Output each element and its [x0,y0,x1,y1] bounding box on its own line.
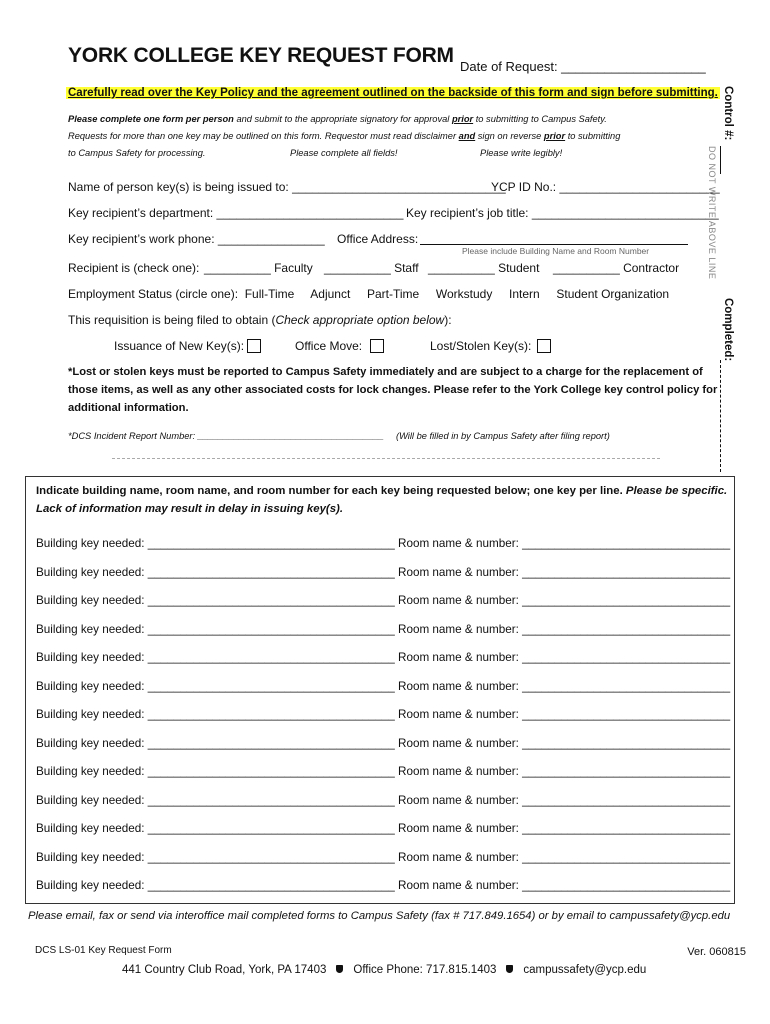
department-field[interactable]: Key recipient’s department: ____________________________ [68,206,404,220]
instruction-line-1 [68,114,607,124]
lost-stolen-label: Lost/Stolen Key(s): [430,339,532,353]
key-row-1[interactable]: Building key needed: ______________________________________ Room name & number: ________________________________ [36,537,731,550]
employment-status-field[interactable]: Employment Status (circle one): Full-Time Adjunct Part-Time Workstudy Intern Student Organization [68,287,670,301]
control-number-label: Control #: [722,86,734,141]
shield-icon [506,965,513,973]
requisition-text: This requisition is being filed to obtain ( [68,313,276,327]
lost-notice-line-3: additional information. [68,402,189,414]
requisition-prompt [68,313,452,327]
contact-line [122,964,646,976]
recipient-contractor-option[interactable]: __________ Contractor [553,261,680,275]
instruction-line-2 [68,131,620,141]
instruction-line-3b: Please complete all fields! [290,148,398,158]
recipient-student-option[interactable]: __________ Student [428,261,540,275]
instruction-emphasis: Please complete one form per person [68,114,234,124]
office-move-checkbox[interactable] [370,339,384,353]
instruction-text: to submitting [565,131,621,141]
instruction-text: Requests for more than one key may be outlined on this form. Requestor must read disclaimer [68,131,459,141]
key-row-6[interactable]: Building key needed: ______________________________________ Room name & number: ________________________________ [36,680,731,693]
instruction-text: to submitting to Campus Safety. [473,114,607,124]
instruction-text: sign on reverse [475,131,544,141]
recipient-faculty-option[interactable]: __________ Faculty [204,261,313,275]
key-policy-notice: Carefully read over the Key Policy and the agreement outlined on the backside of this form and sign before submitting. [68,87,718,99]
key-row-9[interactable]: Building key needed: ______________________________________ Room name & number: ________________________________ [36,765,731,778]
work-phone-field[interactable]: Key recipient’s work phone: ________________ [68,232,325,246]
key-row-13[interactable]: Building key needed: ______________________________________ Room name & number: ________________________________ [36,879,731,892]
office-address-hint: Please include Building Name and Room Number [462,246,650,256]
do-not-write-label: DO NOT WRITE ABOVE LINE [707,146,717,280]
key-row-8[interactable]: Building key needed: ______________________________________ Room name & number: ________________________________ [36,737,731,750]
incident-report-field[interactable]: *DCS Incident Report Number: ____________________________________ [68,431,384,441]
instruction-line-3a: to Campus Safety for processing. [68,148,206,158]
key-box-intro-1 [36,485,727,497]
section-divider [112,458,660,459]
key-row-2[interactable]: Building key needed: ______________________________________ Room name & number: ________________________________ [36,566,731,579]
control-number-line[interactable] [720,146,721,174]
issuance-label: Issuance of New Key(s): [114,339,245,353]
office-address-field[interactable] [420,244,688,245]
recipient-staff-option[interactable]: __________ Staff [324,261,419,275]
key-row-3[interactable]: Building key needed: ______________________________________ Room name & number: ________________________________ [36,594,731,607]
instruction-line-3c: Please write legibly! [480,148,563,158]
ycp-id-field[interactable]: YCP ID No.: ________________________ [491,180,720,194]
incident-report-note: (Will be filled in by Campus Safety after filing report) [396,431,610,441]
form-version: Ver. 060815 [687,946,746,958]
instruction-prior: prior [543,131,566,141]
job-title-field[interactable]: Key recipient’s job title: ____________________________ [406,206,719,220]
instruction-text: and submit to the appropriate signatory for approval [233,114,452,124]
completed-label: Completed: [722,298,734,362]
key-row-4[interactable]: Building key needed: ______________________________________ Room name & number: ________________________________ [36,623,731,636]
contact-email: campussafety@ycp.edu [523,964,647,976]
key-box-intro-emphasis: Please be specific. [625,485,728,497]
submission-instructions: Please email, fax or send via interoffice mail completed forms to Campus Safety (fax # 717.849.1654) or by email to campussafety@ycp.edu [28,910,731,922]
key-row-7[interactable]: Building key needed: ______________________________________ Room name & number: ________________________________ [36,708,731,721]
requisition-text: ): [444,313,452,327]
form-title: YORK COLLEGE KEY REQUEST FORM [68,44,454,67]
office-move-label: Office Move: [295,339,363,353]
form-id: DCS LS-01 Key Request Form [35,945,172,956]
office-address: 441 Country Club Road, York, PA 17403 [122,964,327,976]
date-of-request-field[interactable]: Date of Request: ____________________ [460,59,706,74]
key-row-12[interactable]: Building key needed: ______________________________________ Room name & number: ________________________________ [36,851,731,864]
office-address-label: Office Address: [337,232,419,246]
lost-stolen-checkbox[interactable] [537,339,551,353]
instruction-prior: prior [451,114,474,124]
recipient-type-label: Recipient is (check one): [68,261,200,275]
key-row-5[interactable]: Building key needed: ______________________________________ Room name & number: ________________________________ [36,651,731,664]
office-phone: Office Phone: 717.815.1403 [353,964,497,976]
issuance-checkbox[interactable] [247,339,261,353]
shield-icon [336,965,343,973]
key-box-intro-text: Indicate building name, room name, and room number for each key being requested below; one key per line. [36,485,626,497]
instruction-and: and [458,131,476,141]
key-box-intro-2: Lack of information may result in delay in issuing key(s). [36,503,343,515]
lost-notice-line-1: *Lost or stolen keys must be reported to Campus Safety immediately and are subject to a charge for the replacement of [68,366,703,378]
issuance-option [114,339,261,354]
office-move-option [295,339,384,354]
requisition-emphasis: Check appropriate option below [275,313,445,327]
lost-stolen-option [430,339,551,354]
completed-line[interactable] [720,360,721,472]
lost-notice-line-2: those items, as well as any other associated costs for lock changes. Please refer to the York College key control policy for [68,384,718,396]
key-row-10[interactable]: Building key needed: ______________________________________ Room name & number: ________________________________ [36,794,731,807]
key-row-11[interactable]: Building key needed: ______________________________________ Room name & number: ________________________________ [36,822,731,835]
name-field[interactable]: Name of person key(s) is being issued to: ________________________________ [68,180,506,194]
